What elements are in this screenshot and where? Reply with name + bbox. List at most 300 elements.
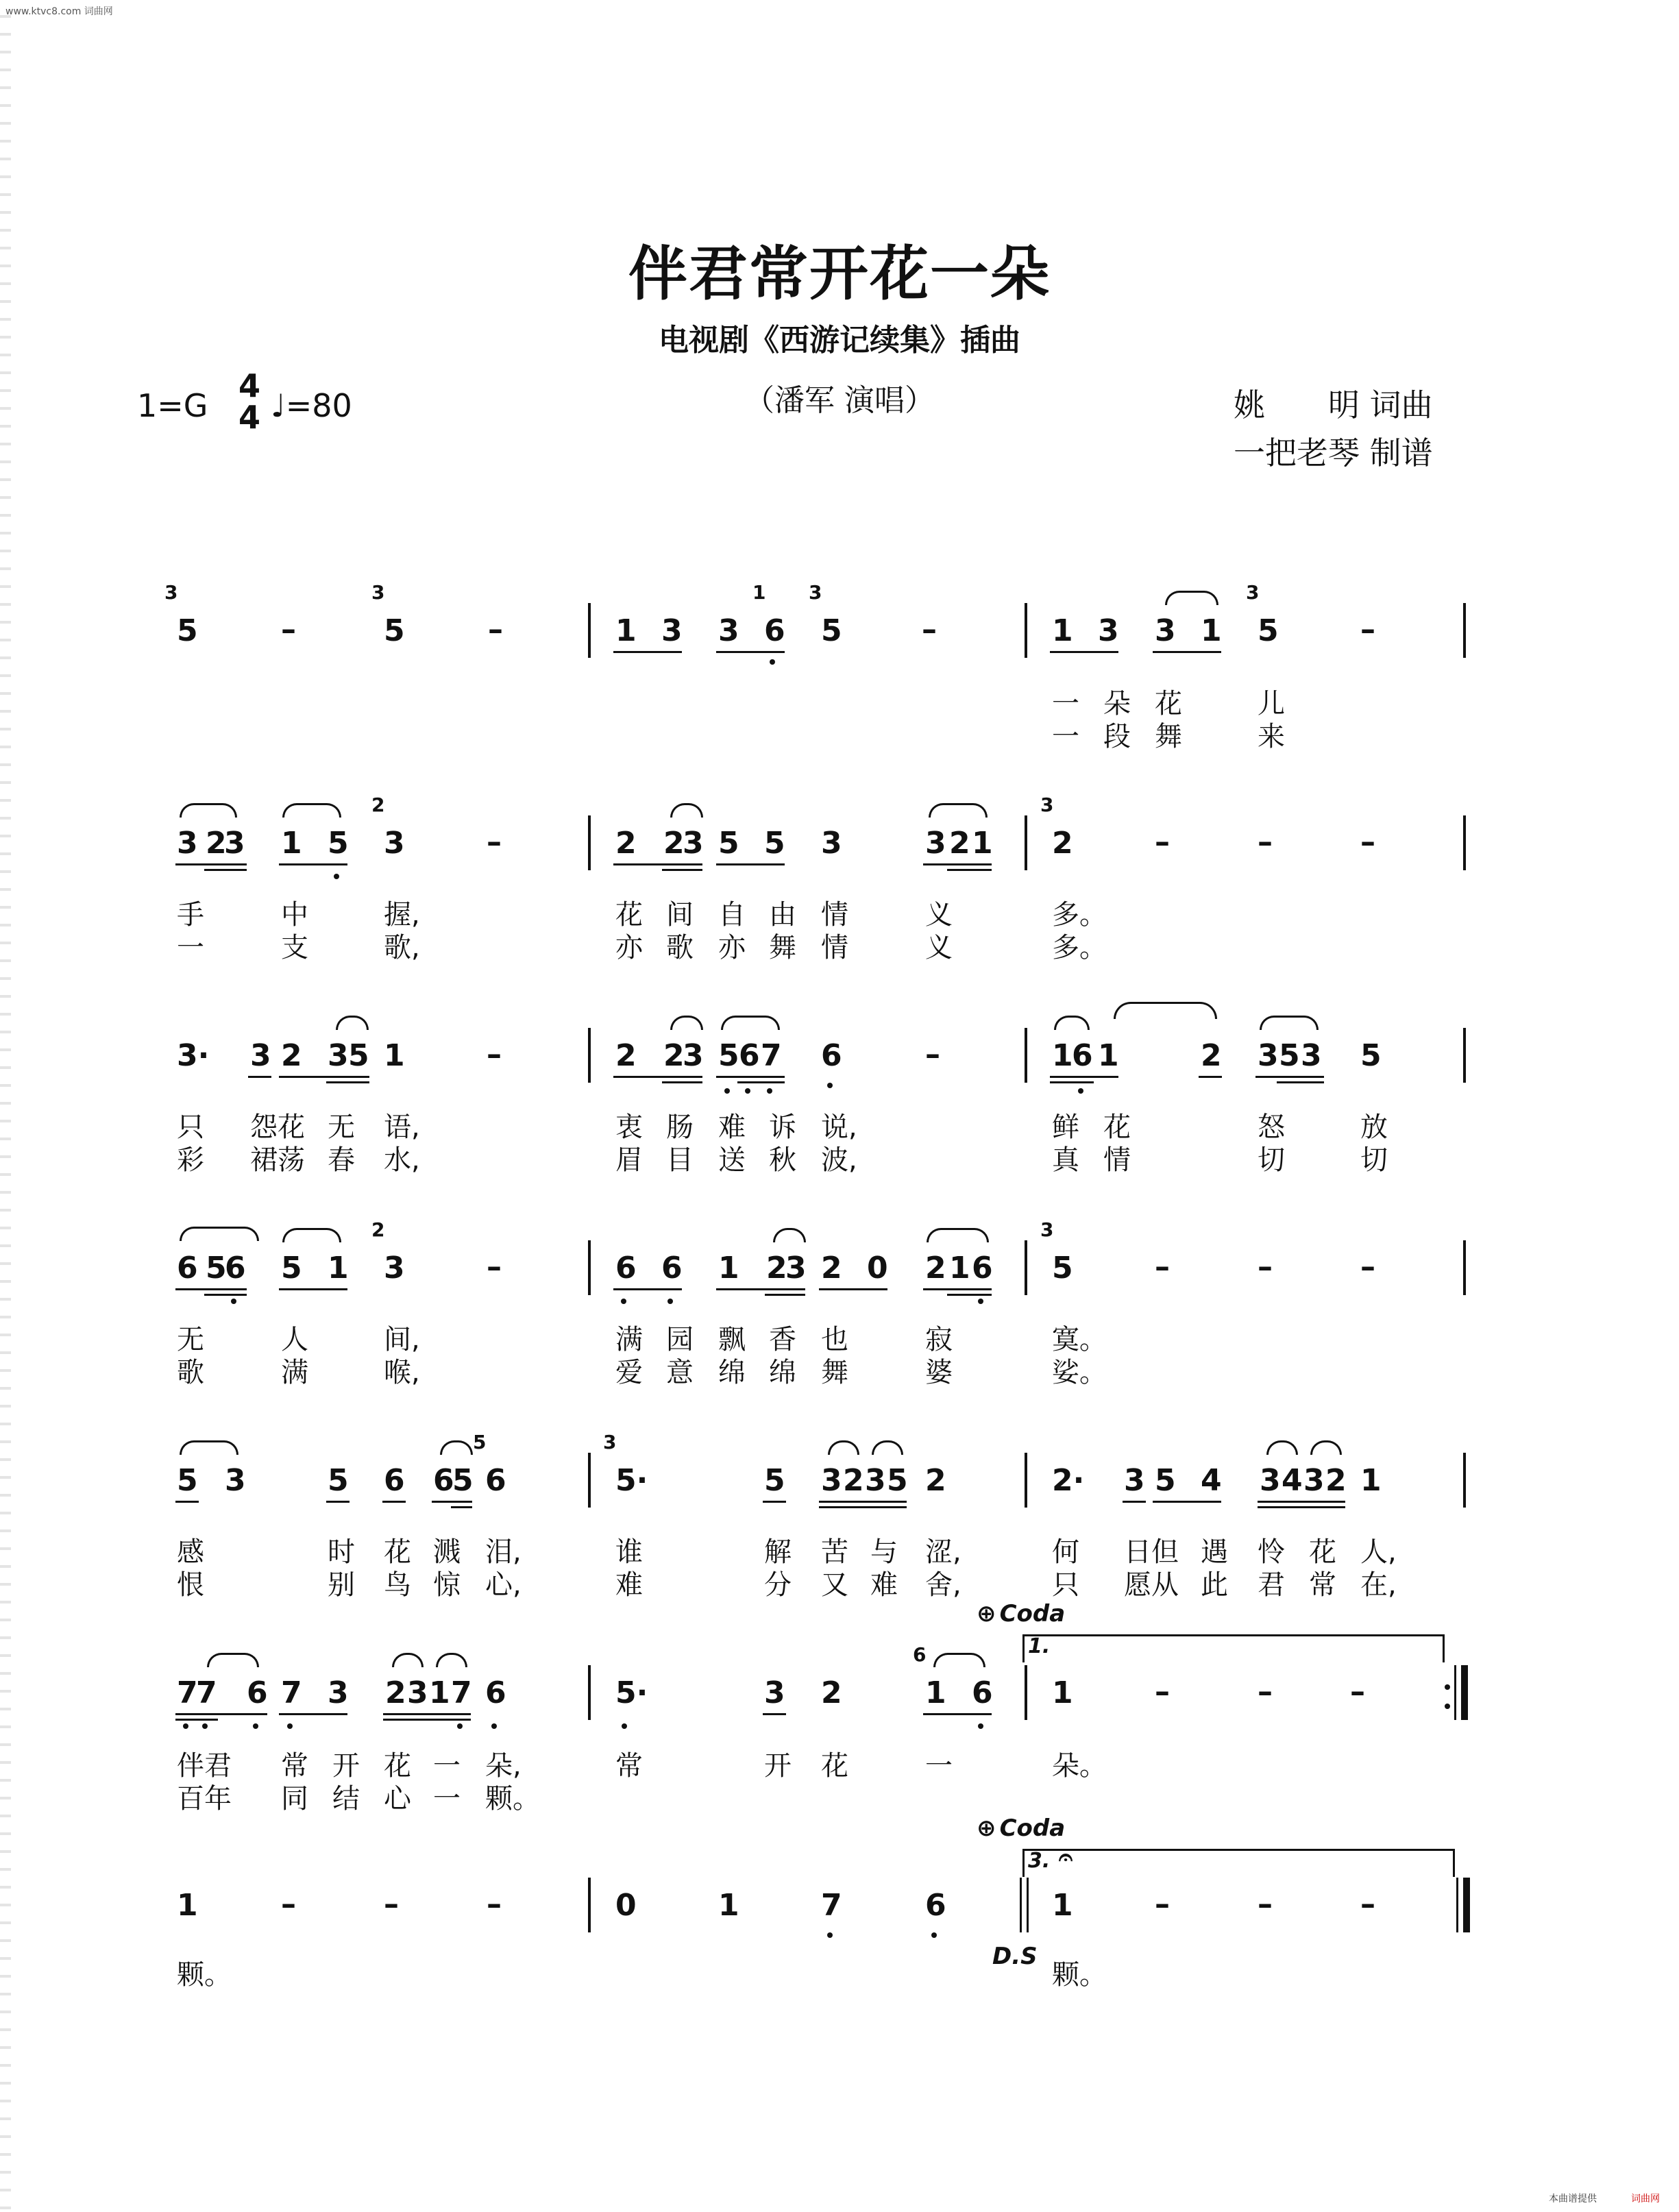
low-octave-dot: [1078, 1088, 1083, 1094]
barline: [1463, 1240, 1466, 1295]
lyric: 支: [281, 932, 308, 963]
note: 1: [1052, 1675, 1073, 1710]
composer-credit: 姚 明 词曲: [1234, 386, 1433, 423]
dash: –: [1155, 1674, 1170, 1709]
underline: [763, 1501, 786, 1503]
underline: [175, 1713, 267, 1715]
lyric: 间,: [384, 1324, 420, 1355]
note: 2: [925, 1251, 946, 1286]
note: 1: [925, 1675, 946, 1710]
lyric: 花: [1103, 1111, 1131, 1143]
ds-marking: D.S: [992, 1943, 1038, 1970]
lyric: 自: [718, 899, 746, 931]
lyric: 舞: [1155, 721, 1182, 752]
underline: [819, 1501, 907, 1503]
lyric: 人,: [1360, 1536, 1397, 1568]
note: 1: [1201, 613, 1222, 648]
lyric: 多。: [1052, 932, 1107, 963]
note: 6: [821, 1038, 842, 1073]
note: 3: [821, 826, 842, 861]
barline: [588, 603, 591, 658]
barline: [1463, 815, 1466, 870]
lyric: 一: [177, 932, 204, 963]
note: 6: [739, 1038, 760, 1073]
note: 3: [1258, 1038, 1279, 1073]
note: 7: [821, 1888, 842, 1923]
lyric: 春: [328, 1144, 355, 1176]
underline: [923, 1288, 992, 1290]
underline: [613, 651, 682, 653]
barline: [588, 1453, 591, 1508]
note: 5·: [615, 1675, 648, 1710]
lyric: 只: [1052, 1569, 1079, 1601]
lyric: 感: [177, 1536, 204, 1568]
lyric: 愿从: [1124, 1569, 1179, 1601]
note: 3: [407, 1675, 428, 1710]
lyric: 儿: [1258, 688, 1285, 720]
underline: [613, 1076, 702, 1078]
repeat-barline-thin: [1454, 1665, 1456, 1720]
low-octave-dot: [202, 1723, 208, 1729]
lyric: 亦: [718, 932, 746, 963]
slur: [872, 1440, 903, 1455]
lyric: 舞: [821, 1357, 848, 1388]
repeat-barline-thick: [1461, 1665, 1468, 1720]
note: 5: [1052, 1251, 1073, 1286]
lyric: 开: [764, 1750, 792, 1782]
lyric: 难: [615, 1569, 643, 1601]
note: 1: [1052, 1888, 1073, 1923]
lyric: 又: [821, 1569, 848, 1601]
lyric: 中: [281, 899, 308, 931]
dash: –: [1258, 824, 1273, 859]
lyric: 段: [1103, 721, 1131, 752]
lyric: 婆: [925, 1357, 953, 1388]
dash: –: [281, 1887, 296, 1921]
underline: [279, 1288, 347, 1290]
underline: [279, 863, 347, 865]
note: 3·: [177, 1038, 210, 1073]
note: 3: [1124, 1463, 1145, 1498]
lyric: 难: [718, 1111, 746, 1143]
note: 3: [177, 826, 198, 861]
note: 1: [972, 826, 993, 861]
slur: [927, 1228, 989, 1242]
note: 2: [615, 1038, 637, 1073]
low-octave-dot: [978, 1723, 983, 1729]
note: 5: [206, 1251, 227, 1286]
note: 0: [867, 1251, 888, 1286]
note: 3: [1301, 1038, 1322, 1073]
note: 3: [225, 1463, 246, 1498]
grace-note: 3: [809, 581, 822, 604]
dash: –: [1258, 1887, 1273, 1921]
note: 5: [718, 1038, 739, 1073]
lyric: 园: [666, 1324, 694, 1355]
low-octave-dot: [183, 1723, 188, 1729]
note: 2: [663, 826, 685, 861]
lyric: 切: [1360, 1144, 1388, 1176]
lyric: 常: [281, 1750, 308, 1782]
grace-note: 1: [752, 581, 766, 604]
slur: [282, 1228, 341, 1242]
lyric: 寞。: [1052, 1324, 1107, 1355]
underline: [662, 1081, 702, 1083]
slur: [670, 803, 703, 818]
note: 1: [177, 1888, 198, 1923]
coda-icon: ⊕: [977, 1815, 996, 1842]
lyric: 一: [433, 1750, 461, 1782]
lyric: 朵: [1103, 688, 1131, 720]
underline: [383, 1719, 471, 1721]
underline: [1255, 1076, 1324, 1078]
note: 3: [1260, 1463, 1281, 1498]
underline: [819, 1506, 907, 1508]
underline: [947, 1294, 992, 1296]
lyric: 花: [615, 899, 643, 931]
lyric: 意: [666, 1357, 694, 1388]
dash: –: [1155, 1887, 1170, 1921]
lyric: 花: [384, 1536, 411, 1568]
time-signature-top: 4: [238, 367, 260, 404]
slur: [1260, 1016, 1319, 1030]
lyric: 绵: [718, 1357, 746, 1388]
final-barline-thick: [1463, 1878, 1470, 1932]
lyric: 时: [328, 1536, 355, 1568]
note: 3: [224, 826, 245, 861]
note: 1: [1098, 1038, 1119, 1073]
lyric: 舞: [769, 932, 796, 963]
note: 2: [1201, 1038, 1222, 1073]
grace-note: 3: [1040, 794, 1054, 816]
site-header: www.ktvc8.com 词曲网: [5, 6, 113, 17]
note: 5: [1360, 1038, 1382, 1073]
note: 7: [281, 1675, 302, 1710]
slur: [207, 1653, 259, 1667]
grace-note: 6: [913, 1643, 927, 1666]
slur: [180, 1227, 259, 1241]
note: 1: [615, 613, 637, 648]
low-octave-dot: [978, 1299, 983, 1304]
note: 6: [764, 613, 785, 648]
lyric: 同: [281, 1783, 308, 1815]
lyric: 放: [1360, 1111, 1388, 1143]
lyric: 日但: [1124, 1536, 1179, 1568]
lyric: 泪,: [485, 1536, 522, 1568]
note: 3: [925, 826, 946, 861]
note: 7: [177, 1675, 198, 1710]
note: 1: [718, 1888, 739, 1923]
lyric: 颗。: [1052, 1959, 1107, 1991]
low-octave-dot: [334, 874, 339, 879]
note: 2: [206, 826, 227, 861]
lyric: 花: [1155, 688, 1182, 720]
low-octave-dot: [457, 1723, 463, 1729]
note: 6: [615, 1251, 637, 1286]
slur: [929, 803, 988, 818]
lyric: 绵: [769, 1357, 796, 1388]
underline: [175, 1719, 218, 1721]
grace-note: 3: [1246, 581, 1260, 604]
note: 3: [718, 613, 739, 648]
note: 6: [972, 1251, 993, 1286]
note: 3: [384, 1251, 405, 1286]
low-octave-dot: [253, 1723, 258, 1729]
lyric: 义: [925, 899, 953, 931]
coda-icon: ⊕: [977, 1600, 996, 1627]
low-octave-dot: [622, 1723, 627, 1729]
barline: [1025, 603, 1027, 658]
low-octave-dot: [931, 1932, 937, 1938]
low-octave-dot: [724, 1088, 730, 1094]
note: 5: [384, 613, 405, 648]
underline: [175, 863, 247, 865]
slur: [180, 1440, 238, 1455]
dash: –: [487, 824, 502, 859]
double-barline-right: [1027, 1878, 1029, 1932]
dash: –: [1258, 1674, 1273, 1709]
grace-note: 2: [371, 1218, 385, 1241]
first-ending-bracket: [1022, 1634, 1445, 1662]
lyric: 一: [1052, 688, 1079, 720]
note: 6: [972, 1675, 993, 1710]
note: 5: [177, 613, 198, 648]
note: 3: [1155, 613, 1176, 648]
lyric: 一: [925, 1750, 953, 1782]
low-octave-dot: [287, 1723, 293, 1729]
underline: [819, 1288, 887, 1290]
underline: [175, 1288, 247, 1290]
note: 5: [821, 613, 842, 648]
barline: [1025, 1453, 1027, 1508]
lyric: 无: [328, 1111, 355, 1143]
coda-marker-1: [977, 1600, 1065, 1627]
note: 6: [433, 1463, 454, 1498]
lyric: 也: [821, 1324, 848, 1355]
note: 5: [348, 1038, 369, 1073]
dash: –: [1360, 1249, 1375, 1284]
note: 1: [328, 1251, 349, 1286]
dash: –: [384, 1887, 399, 1921]
underline: [1258, 1506, 1345, 1508]
lyric: 百年: [177, 1783, 232, 1815]
low-octave-dot: [621, 1299, 626, 1304]
lyric: 舍,: [925, 1569, 961, 1601]
note: 2: [615, 826, 637, 861]
lyric: 怜: [1258, 1536, 1285, 1568]
lyric: 语,: [384, 1111, 420, 1143]
grace-note: 3: [1040, 1218, 1054, 1241]
lyric: 情: [1103, 1144, 1131, 1176]
lyric: 说,: [821, 1111, 857, 1143]
underline: [1050, 1076, 1118, 1078]
underline: [763, 1713, 786, 1715]
note: 5: [718, 826, 739, 861]
lyric: 彩: [177, 1144, 204, 1176]
coda-label: Coda: [999, 1815, 1066, 1842]
dash: –: [487, 1887, 502, 1921]
dash: –: [1155, 824, 1170, 859]
lyric: 分: [764, 1569, 792, 1601]
lyric: 手: [177, 899, 204, 931]
note: 5: [887, 1463, 908, 1498]
note: 7: [761, 1038, 782, 1073]
lyric: 怨花: [250, 1111, 305, 1143]
low-octave-dot: [667, 1299, 673, 1304]
lyric: 朵,: [485, 1750, 522, 1782]
lyric: 义: [925, 932, 953, 963]
underline: [923, 1713, 992, 1715]
slur: [336, 1016, 369, 1030]
lyric: 真: [1052, 1144, 1079, 1176]
lyric: 在,: [1360, 1569, 1397, 1601]
note: 6: [925, 1888, 946, 1923]
note: 1: [1052, 613, 1073, 648]
slur: [721, 1016, 780, 1030]
barline: [1025, 1665, 1027, 1720]
lyric: 满: [615, 1324, 643, 1355]
lyric: 眉: [615, 1144, 643, 1176]
note: 5: [1279, 1038, 1300, 1073]
dash: –: [281, 612, 296, 647]
underline: [175, 1501, 199, 1503]
underline: [1123, 1501, 1146, 1503]
lyric: 歌: [177, 1357, 204, 1388]
lyric: 心: [384, 1783, 411, 1815]
underline: [1153, 1501, 1221, 1503]
double-barline-left: [1020, 1878, 1022, 1932]
lyric: 送: [718, 1144, 746, 1176]
note: 5·: [615, 1463, 648, 1498]
note: 6: [661, 1251, 683, 1286]
underline: [382, 1501, 406, 1503]
underline: [1050, 651, 1118, 653]
grace-note: 3: [164, 581, 178, 604]
lyric: 肠: [666, 1111, 694, 1143]
slur: [773, 1228, 806, 1242]
note: 2·: [1052, 1463, 1085, 1498]
lyric: 与: [870, 1536, 898, 1568]
barline: [1025, 815, 1027, 870]
key-signature: 1=G: [137, 387, 208, 424]
lyric: 苦: [821, 1536, 848, 1568]
fermata-icon: 𝄐: [1059, 1843, 1073, 1871]
low-octave-dot: [770, 659, 775, 665]
underline: [765, 1294, 805, 1296]
footer-logo[interactable]: 词曲网: [1631, 2193, 1660, 2204]
note: 2: [1325, 1463, 1347, 1498]
lyric: 常: [615, 1750, 643, 1782]
underline: [326, 1501, 350, 1503]
dash: –: [1360, 612, 1375, 647]
lyric: 娑。: [1052, 1357, 1107, 1388]
note: 3: [865, 1463, 886, 1498]
lyric: 鸟: [384, 1569, 411, 1601]
lyric: 一: [433, 1783, 461, 1815]
lyric: 颗。: [177, 1959, 232, 1991]
lyric: 别: [328, 1569, 355, 1601]
lyric: 心,: [485, 1569, 522, 1601]
underline: [662, 869, 702, 871]
lyric: 何: [1052, 1536, 1079, 1568]
lyric: 亦: [615, 932, 643, 963]
note: 2: [385, 1675, 406, 1710]
song-title: 伴君常开花一朵: [628, 239, 1051, 308]
underline: [716, 1288, 805, 1290]
barline: [1463, 1453, 1466, 1508]
note: 5: [328, 1463, 349, 1498]
low-octave-dot: [231, 1299, 236, 1304]
note: 3: [1098, 613, 1119, 648]
lyric: 伴君: [177, 1750, 232, 1782]
low-octave-dot: [827, 1083, 833, 1088]
underline: [1277, 1081, 1324, 1083]
underline: [432, 1501, 472, 1503]
lyric: 此: [1201, 1569, 1228, 1601]
lyric: 解: [764, 1536, 792, 1568]
slur: [436, 1653, 467, 1667]
lyric: 寂: [925, 1324, 953, 1355]
slur: [933, 1653, 985, 1667]
dash: –: [1360, 824, 1375, 859]
lyric: 握,: [384, 899, 420, 931]
lyric: 颗。: [485, 1783, 540, 1815]
lyric: 难: [870, 1569, 898, 1601]
final-barline-thin: [1456, 1878, 1458, 1932]
note: 5: [281, 1251, 302, 1286]
underline: [716, 1076, 785, 1078]
underline: [248, 1076, 271, 1078]
dash: –: [1155, 1249, 1170, 1284]
lyric: 谁: [615, 1536, 643, 1568]
note: 6: [384, 1463, 405, 1498]
song-subtitle: 电视剧《西游记续集》插曲: [659, 323, 1020, 358]
slur: [282, 803, 341, 818]
dash: –: [1360, 1887, 1375, 1921]
underline: [204, 869, 247, 871]
third-ending-label: 3.: [1028, 1849, 1051, 1873]
note: 7: [451, 1675, 472, 1710]
lyric: 花: [1309, 1536, 1336, 1568]
note: 3: [250, 1038, 271, 1073]
note: 1: [949, 1251, 970, 1286]
note: 1: [429, 1675, 450, 1710]
note: 5: [328, 826, 349, 861]
lyric: 涩,: [925, 1536, 961, 1568]
dash: –: [1258, 1249, 1273, 1284]
lyric: 切: [1258, 1144, 1285, 1176]
note: 5: [452, 1463, 474, 1498]
lyric: 遇: [1201, 1536, 1228, 1568]
note: 2: [843, 1463, 864, 1498]
lyric: 衷: [615, 1111, 643, 1143]
note: 7: [196, 1675, 217, 1710]
lyric: 裙荡: [250, 1144, 305, 1176]
underline: [451, 1506, 472, 1508]
note: 3: [821, 1463, 842, 1498]
note: 2: [766, 1251, 787, 1286]
coda-marker-2: [977, 1815, 1065, 1842]
underline: [1050, 1081, 1094, 1083]
low-octave-dot: [767, 1088, 772, 1094]
note: 6: [225, 1251, 246, 1286]
note: 5: [177, 1463, 198, 1498]
lyric: 由: [769, 899, 796, 931]
lyric: 情: [821, 932, 848, 963]
time-signature-bottom: 4: [238, 399, 260, 436]
note: 3: [1303, 1463, 1325, 1498]
lyric: 常: [1309, 1569, 1336, 1601]
